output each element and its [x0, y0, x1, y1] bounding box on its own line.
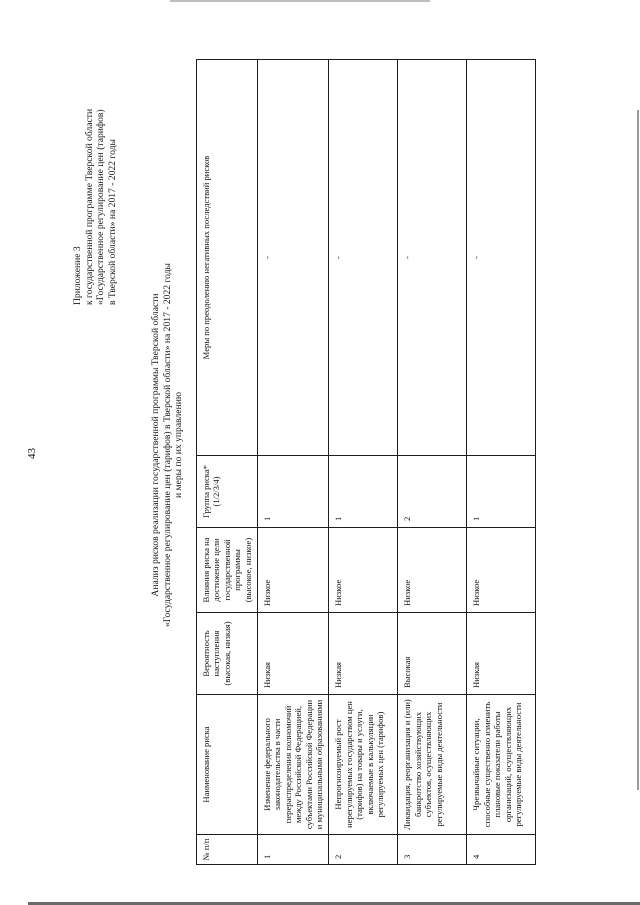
cell-impact: Низкое [329, 528, 398, 613]
cell-measures: - [329, 60, 398, 456]
risk-table [196, 59, 536, 865]
cell-probability: Низкая [258, 613, 329, 695]
cell-num: 4 [467, 835, 536, 865]
title-line: Анализ рисков реализации государственной программы Тверской области [150, 293, 161, 597]
header-impact: Влияния риска на достижение цели государственной программы (высокое, низкое) [197, 528, 258, 613]
cell-risk-name: Непрогнозируемый рост нерегулируемых государством цен (тарифов) на товары и услуги, включаемые в калькуляции регулируемых цен (тарифов) [329, 695, 398, 835]
cell-probability: Низкая [329, 613, 398, 695]
header-name: Наименование риска [197, 695, 258, 835]
cell-impact: Низкое [467, 528, 536, 613]
table-header-row [197, 60, 258, 865]
appendix-line: «Государственное регулирование цен (тарифов) [95, 109, 107, 305]
appendix-line: Приложение 3 [72, 246, 83, 305]
appendix-block [72, 5, 118, 305]
header-num: № п/п [197, 835, 258, 865]
cell-impact: Низкое [398, 528, 467, 613]
cell-num: 3 [398, 835, 467, 865]
cell-probability: Высокая [398, 613, 467, 695]
document-title [150, 125, 185, 765]
page-number: 43 [26, 448, 38, 459]
table-row [258, 60, 329, 865]
cell-measures: - [398, 60, 467, 456]
cell-group: 2 [398, 456, 467, 528]
header-group: Группа риска* (1/2/3/4) [197, 456, 258, 528]
appendix-line: в Тверской области» на 2017 - 2022 годы [106, 139, 118, 305]
cell-probability: Низкая [467, 613, 536, 695]
title-line: и меры по их управлению [173, 391, 184, 499]
cell-group: 1 [329, 456, 398, 528]
table-row [398, 60, 467, 865]
cell-group: 1 [467, 456, 536, 528]
header-measures: Меры по преодолению негативных последствий рисков [197, 60, 258, 456]
cell-risk-name: Чрезвычайные ситуации, способные существенно изменить плановые показатели работы организаций, осуществляющих регулируемые виды деятельности [467, 695, 536, 835]
cell-measures: - [258, 60, 329, 456]
header-probability: Вероятность наступления (высокая, низкая) [197, 613, 258, 695]
cell-group: 1 [258, 456, 329, 528]
cell-risk-name: Ликвидация, реорганизация и (или) банкротство хозяйствующих субъектов, осуществляющих регулируемые виды деятельности [398, 695, 467, 835]
cell-num: 1 [258, 835, 329, 865]
cell-risk-name: Изменение федерального законодательства в части перераспределения полномочий между Российской Федерацией, субъектами Российской Федерации и муниципальными образованиями [258, 695, 329, 835]
title-line: «Государственное регулирование цен (тарифов) в Тверской области» на 2017 - 2022 годы [161, 263, 173, 628]
table-row [329, 60, 398, 865]
cell-measures: - [467, 60, 536, 456]
cell-impact: Низкое [258, 528, 329, 613]
table-row [467, 60, 536, 865]
appendix-line: к государственной программе Тверской области [83, 108, 95, 305]
cell-num: 2 [329, 835, 398, 865]
